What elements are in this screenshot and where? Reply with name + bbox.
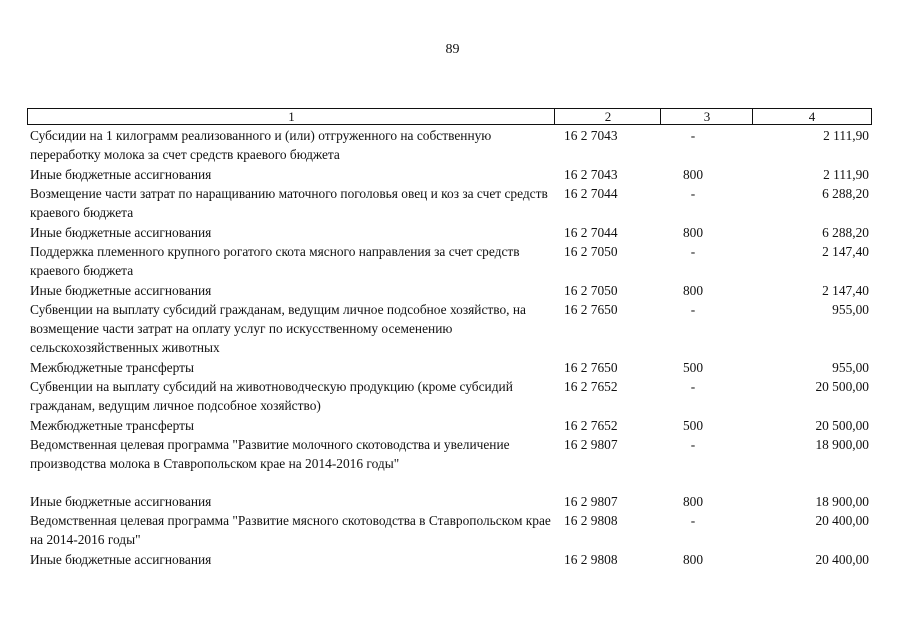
column-header-2: 2 [554,108,661,125]
row-name: Поддержка племенного крупного рогатого скота мясного направления за счет средств краевого бюджета [30,244,520,278]
table-header [27,108,872,125]
column-header-3: 3 [660,108,753,125]
row-amount: 6 288,20 [822,225,869,240]
row-amount: 955,00 [832,360,869,375]
row-name: Субвенции на выплату субсидий гражданам, ведущим личное подсобное хозяйство, на возмещение части затрат на оплату услуг по искусственному осеменению сельскохозяйственных животных [30,302,526,355]
row-amount: 20 500,00 [815,418,869,433]
row-type: - [690,379,696,394]
column-header-1: 1 [27,108,555,125]
row-code: 16 2 7050 [564,283,618,298]
row-name: Иные бюджетные ассигнования [30,283,212,298]
row-amount: 20 400,00 [815,513,869,528]
row-code: 16 2 7652 [564,379,618,394]
row-amount: 20 400,00 [815,552,869,567]
row-name: Субвенции на выплату субсидий на животноводческую продукцию (кроме субсидий гражданам, ведущим личное подсобное хозяйство) [30,379,513,413]
row-type: - [690,437,696,452]
row-type: - [690,513,696,528]
row-type: 800 [682,167,704,182]
row-name: Ведомственная целевая программа "Развитие молочного скотоводства и увеличение производства молока в Ставропольском крае на 2014-2016 годы" [30,437,510,471]
row-amount: 2 147,40 [822,283,869,298]
row-code: 16 2 9807 [564,494,618,509]
row-code: 16 2 9808 [564,513,618,528]
row-name: Иные бюджетные ассигнования [30,167,212,182]
row-amount: 2 111,90 [823,167,869,182]
row-type: - [690,244,696,259]
page-number: 89 [445,42,460,57]
row-amount: 955,00 [832,302,869,317]
row-type: - [690,128,696,143]
row-code: 16 2 7044 [564,225,618,240]
row-code: 16 2 9808 [564,552,618,567]
row-code: 16 2 7044 [564,186,618,201]
row-amount: 20 500,00 [815,379,869,394]
row-amount: 2 111,90 [823,128,869,143]
row-code: 16 2 7043 [564,167,618,182]
row-name: Субсидии на 1 килограмм реализованного и (или) отгруженного на собственную переработку молока за счет средств краевого бюджета [30,128,492,162]
row-code: 16 2 7650 [564,302,618,317]
row-name: Иные бюджетные ассигнования [30,552,212,567]
row-name: Иные бюджетные ассигнования [30,494,212,509]
row-amount: 6 288,20 [822,186,869,201]
row-amount: 18 900,00 [815,494,869,509]
column-header-4: 4 [752,108,872,125]
row-amount: 18 900,00 [815,437,869,452]
row-code: 16 2 7050 [564,244,618,259]
row-code: 16 2 7043 [564,128,618,143]
row-type: 500 [682,360,704,375]
row-amount: 2 147,40 [822,244,869,259]
row-type: 800 [682,494,704,509]
row-code: 16 2 7652 [564,418,618,433]
row-code: 16 2 7650 [564,360,618,375]
row-type: - [690,186,696,201]
row-name: Иные бюджетные ассигнования [30,225,212,240]
row-name: Ведомственная целевая программа "Развитие мясного скотоводства в Ставропольском крае на 2014-2016 годы" [30,513,551,547]
row-name: Возмещение части затрат по наращиванию маточного поголовья овец и коз за счет средств краевого бюджета [30,186,548,220]
row-code: 16 2 9807 [564,437,618,452]
row-type: 800 [682,552,704,567]
row-name: Межбюджетные трансферты [30,418,194,433]
row-type: - [690,302,696,317]
row-type: 800 [682,283,704,298]
row-name: Межбюджетные трансферты [30,360,194,375]
row-type: 500 [682,418,704,433]
row-type: 800 [682,225,704,240]
